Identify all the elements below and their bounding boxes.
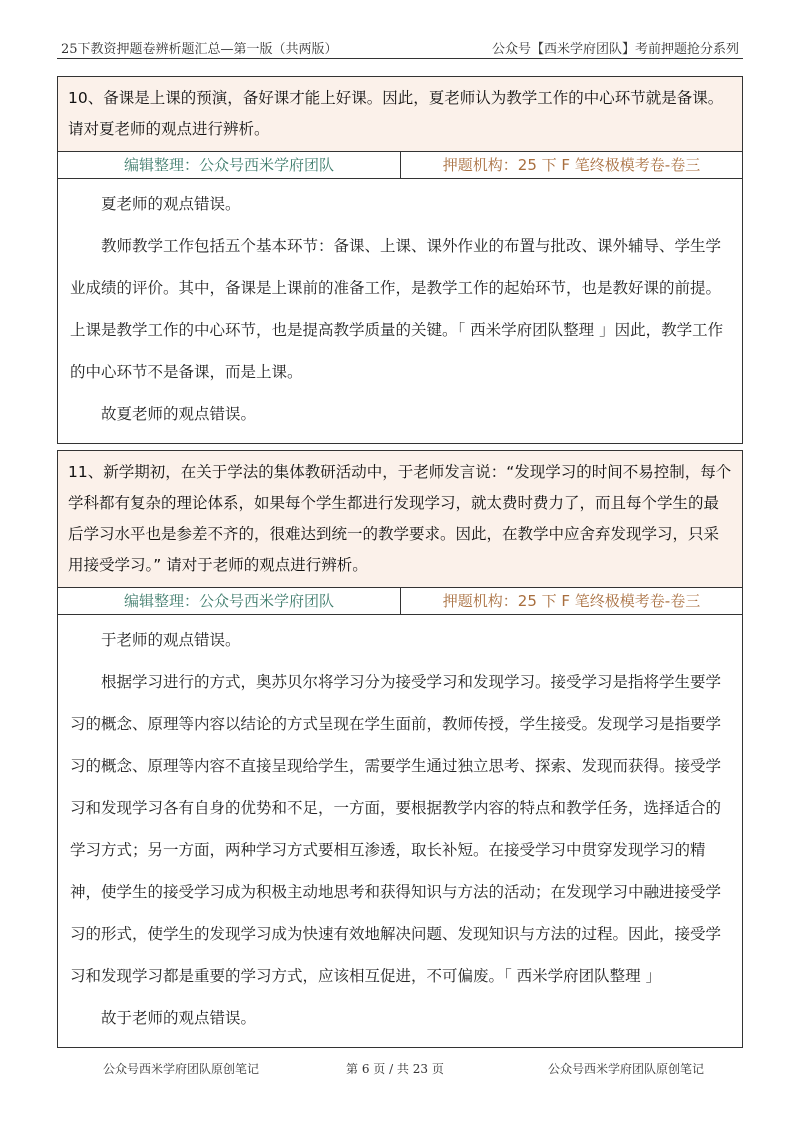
question-meta-row bbox=[58, 152, 742, 179]
source-label: 押题机构：25 下 F 笔终极模考卷-卷三 bbox=[442, 592, 701, 610]
answer-paragraph: 于老师的观点错误。 bbox=[101, 631, 241, 649]
editor-label: 编辑整理：公众号西米学府团队 bbox=[58, 588, 401, 614]
question-block-10 bbox=[57, 76, 743, 444]
answer-body bbox=[58, 179, 742, 443]
answer-paragraph: 教师教学工作包括五个基本环节：备课、上课、课外作业的布置与批改、课外辅导、学生学业成绩的评价。其中，备课是上课前的准备工作，是教学工作的起始环节，也是教好课的前提。上课是教学工作的中心环节，也是提高教学质量的关键。「 西米学府团队整理 」因此，教学工作的中心环节不是备课，而是上课。 bbox=[70, 237, 724, 381]
editor-label: 编辑整理：公众号西米学府团队 bbox=[58, 152, 401, 178]
answer-paragraph: 故夏老师的观点错误。 bbox=[101, 405, 257, 423]
answer-body bbox=[58, 615, 742, 1047]
answer-paragraph: 故于老师的观点错误。 bbox=[101, 1009, 257, 1027]
question-text: 11、新学期初，在关于学法的集体教研活动中，于老师发言说：“发现学习的时间不易控制，每个学科都有复杂的理论体系，如果每个学生都进行发现学习，就太费时费力了，而且每个学生的最后学习水平也是参差不齐的，很难达到统一的教学要求。因此，在教学中应舍弃发现学习，只采用接受学习。” 请对于老师的观点进行辨析。 bbox=[58, 451, 742, 588]
question-meta-row bbox=[58, 588, 742, 615]
answer-paragraph: 夏老师的观点错误。 bbox=[101, 195, 241, 213]
footer-left-text: 公众号西米学府团队原创笔记 bbox=[103, 1062, 260, 1076]
question-block-11 bbox=[57, 450, 743, 1048]
header-left-text: 25下教资押题卷辨析题汇总—第一版（共两版） bbox=[61, 42, 338, 57]
question-text: 10、备课是上课的预演，备好课才能上好课。因此，夏老师认为教学工作的中心环节就是备课。请对夏老师的观点进行辨析。 bbox=[58, 77, 742, 152]
page-header bbox=[57, 36, 743, 59]
footer-right-text: 公众号西米学府团队原创笔记 bbox=[548, 1062, 705, 1076]
source-label: 押题机构：25 下 F 笔终极模考卷-卷三 bbox=[442, 156, 701, 174]
page-number: 第 6 页 / 共 23 页 bbox=[346, 1062, 444, 1076]
answer-paragraph: 根据学习进行的方式，奥苏贝尔将学习分为接受学习和发现学习。接受学习是指将学生要学习的概念、原理等内容以结论的方式呈现在学生面前，教师传授，学生接受。发现学习是指要学习的概念、原理等内容不直接呈现给学生，需要学生通过独立思考、探索、发现而获得。接受学习和发现学习各有自身的优势和不足，一方面，要根据教学内容的特点和教学任务，选择适合的学习方式；另一方面，两种学习方式要相互渗透，取长补短。在接受学习中贯穿发现学习的精神，使学生的接受学习成为积极主动地思考和获得知识与方法的活动；在发现学习中融进接受学习的形式，使学生的发现学习成为快速有效地解决问题、发现知识与方法的过程。因此，接受学习和发现学习都是重要的学习方式，应该相互促进，不可偏废。「 西米学府团队整理 」 bbox=[70, 673, 722, 985]
header-right-text: 公众号【西米学府团队】考前押题抢分系列 bbox=[491, 42, 739, 57]
